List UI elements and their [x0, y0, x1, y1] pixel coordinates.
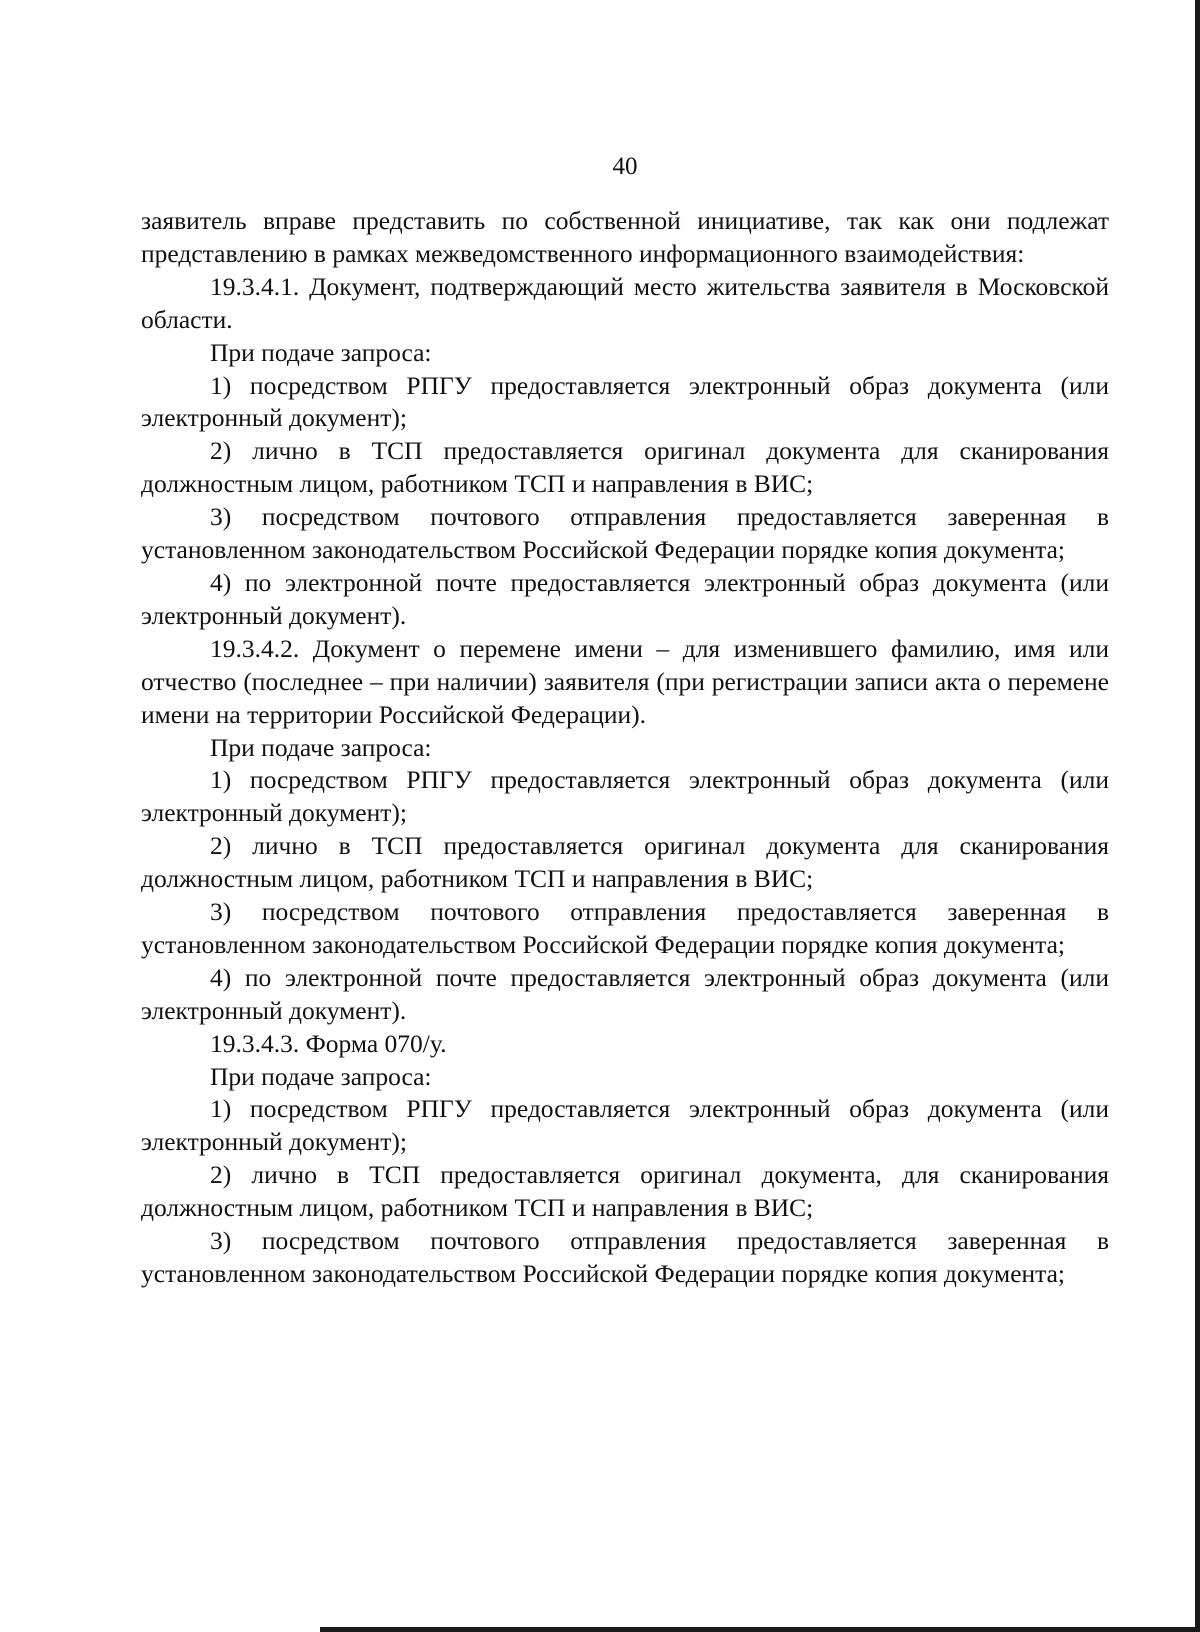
scan-edge-right: [1195, 0, 1200, 1632]
list-item: 4) по электронной почте предоставляется электронный образ документа (или электронный документ).: [141, 567, 1109, 630]
list-item: 2) лично в ТСП предоставляется оригинал документа, для сканирования должностным лицом, работником ТСП и направления в ВИС;: [141, 1160, 1109, 1223]
paragraph-request-heading: При подаче запроса:: [210, 732, 432, 762]
paragraph-request-heading: При подаче запроса:: [210, 337, 432, 367]
paragraph-19-3-4-1: 19.3.4.1. Документ, подтверждающий место жительства заявителя в Московской области.: [141, 271, 1109, 334]
paragraph-19-3-4-3: 19.3.4.3. Форма 070/у.: [210, 1028, 447, 1058]
paragraph-intro: заявитель вправе представить по собственной инициативе, так как они подлежат представлению в рамках межведомственного информационного взаимодействия:: [141, 206, 1109, 268]
list-item: 3) посредством почтового отправления предоставляется заверенная в установленном законодательством Российской Федерации порядке копия документа;: [141, 1226, 1109, 1288]
list-item: 2) лично в ТСП предоставляется оригинал документа для сканирования должностным лицом, работником ТСП и направления в ВИС;: [141, 436, 1109, 499]
list-item: 4) по электронной почте предоставляется электронный образ документа (или электронный документ).: [141, 962, 1109, 1025]
scan-edge-bottom: [320, 1627, 1200, 1632]
page-number: 40: [612, 153, 638, 180]
list-item: 3) посредством почтового отправления предоставляется заверенная в установленном законодательством Российской Федерации порядке копия документа;: [141, 897, 1109, 959]
document-body: [141, 205, 1109, 1291]
list-item: 3) посредством почтового отправления предоставляется заверенная в установленном законодательством Российской Федерации порядке копия документа;: [141, 502, 1109, 565]
list-item: 1) посредством РПГУ предоставляется электронный образ документа (или электронный документ);: [141, 765, 1109, 828]
list-item: 2) лично в ТСП предоставляется оригинал документа для сканирования должностным лицом, работником ТСП и направления в ВИС;: [141, 831, 1109, 894]
list-item: 1) посредством РПГУ предоставляется электронный образ документа (или электронный документ);: [141, 370, 1109, 433]
list-item: 1) посредством РПГУ предоставляется электронный образ документа (или электронный документ);: [141, 1094, 1109, 1157]
paragraph-19-3-4-2: 19.3.4.2. Документ о перемене имени – для изменившего фамилию, имя или отчество (последнее – при наличии) заявителя (при регистрации записи акта о перемене имени на территории Российской Федерации).: [141, 633, 1109, 729]
paragraph-request-heading: При подаче запроса:: [210, 1061, 432, 1091]
